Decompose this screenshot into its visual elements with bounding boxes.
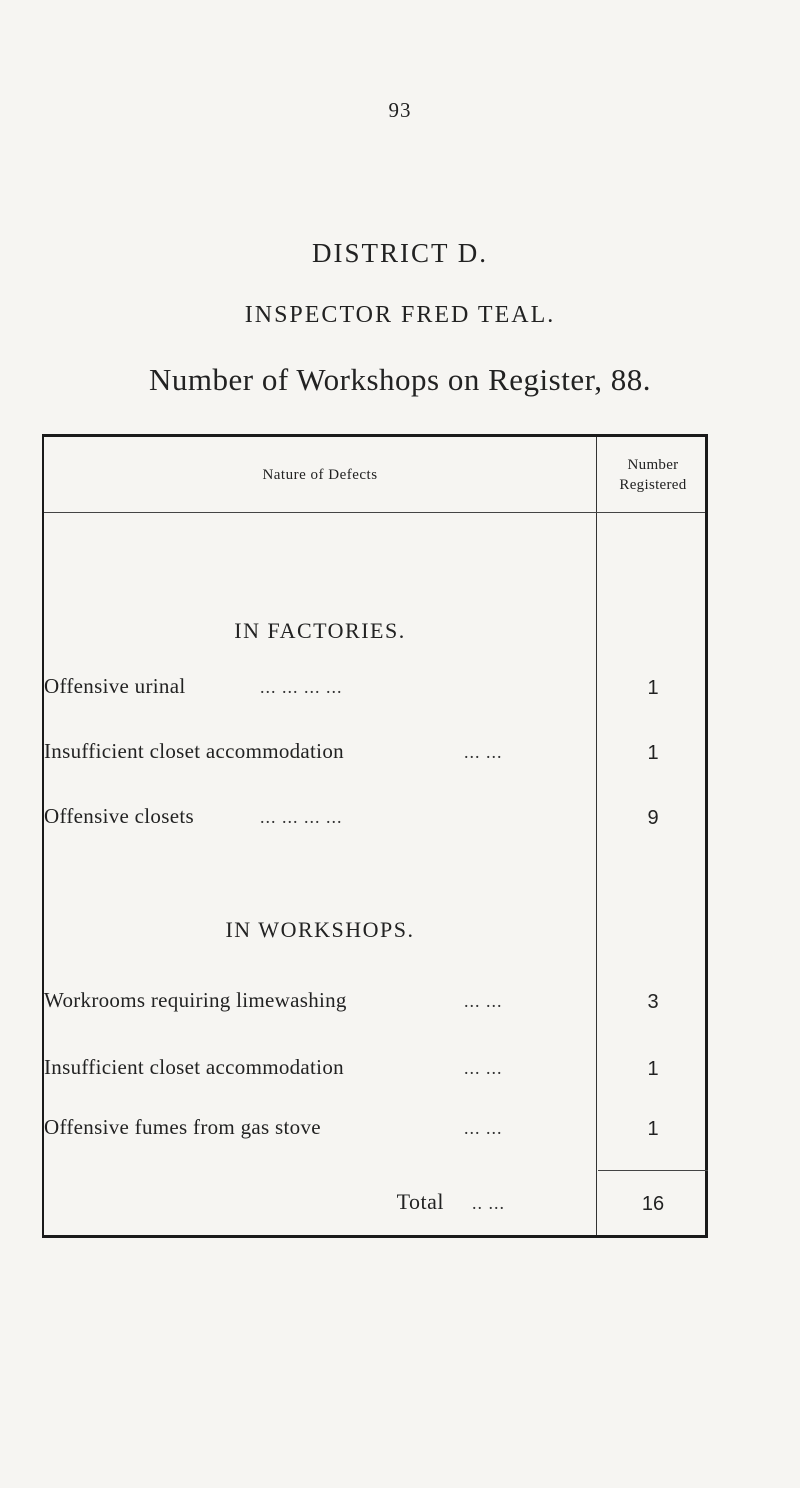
- total-label: Total: [396, 1189, 444, 1214]
- defects-table: [42, 434, 708, 1238]
- row-label: Offensive fumes from gas stove: [44, 1115, 321, 1139]
- section-title-factories: IN FACTORIES.: [234, 618, 406, 643]
- leader-dots: .. ...: [472, 1193, 505, 1213]
- leader-dots: ... ... ... ...: [260, 807, 343, 827]
- row-value: 1: [647, 742, 659, 764]
- row-value: 1: [647, 1058, 659, 1080]
- header-number-line2: Registered: [619, 477, 687, 493]
- page-number: 93: [388, 98, 412, 122]
- district-heading: DISTRICT D.: [311, 238, 488, 268]
- header-number-line1: Number: [627, 457, 679, 473]
- row-label: Workrooms requiring limewashing: [44, 988, 347, 1012]
- header-number-registered: [598, 455, 708, 495]
- row-value: 9: [647, 807, 659, 829]
- total-value: 16: [641, 1193, 665, 1215]
- row-value: 3: [647, 991, 659, 1013]
- leader-dots: ... ...: [464, 1058, 503, 1078]
- header-rule: [44, 512, 705, 513]
- header-nature-of-defects: Nature of Defects: [262, 467, 378, 483]
- leader-dots: ... ...: [464, 742, 503, 762]
- leader-dots: ... ... ... ...: [260, 677, 343, 697]
- row-value: 1: [647, 1118, 659, 1140]
- leader-dots: ... ...: [464, 1118, 503, 1138]
- leader-dots: ... ...: [464, 991, 503, 1011]
- row-label: Offensive urinal: [44, 674, 186, 698]
- total-rule: [598, 1170, 708, 1171]
- column-divider: [596, 437, 597, 1235]
- row-label: Insufficient closet accommodation: [44, 739, 344, 763]
- section-title-workshops: IN WORKSHOPS.: [225, 917, 415, 942]
- inspector-heading: INSPECTOR FRED TEAL.: [244, 302, 556, 328]
- row-label: Offensive closets: [44, 804, 194, 828]
- row-value: 1: [647, 677, 659, 699]
- register-count-heading: Number of Workshops on Register, 88.: [149, 362, 651, 397]
- row-label: Insufficient closet accommodation: [44, 1055, 344, 1079]
